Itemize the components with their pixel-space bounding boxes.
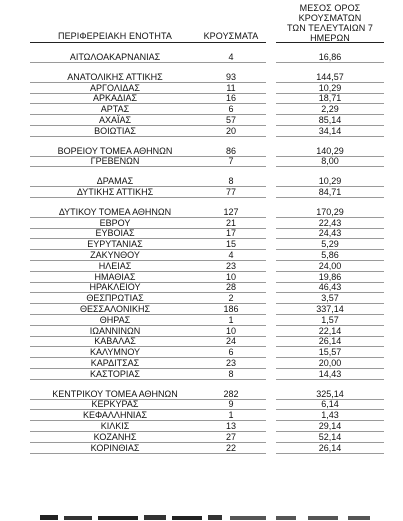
cases-cell: 15: [225, 239, 236, 250]
regional-unit-cell: ΚΙΛΚΙΣ: [100, 421, 130, 431]
seven-day-average-cell: 15,57: [318, 347, 342, 358]
regional-unit-cell: ΗΛΕΙΑΣ: [98, 260, 132, 271]
row-divider: [196, 136, 266, 137]
table-row: [0, 93, 403, 103]
regional-unit-cell: ΒΟΡΕΙΟΥ ΤΟΜΕΑ ΑΘΗΝΩΝ: [57, 145, 173, 156]
seven-day-average-cell: 46,43: [318, 282, 342, 293]
seven-day-average-cell: 14,43: [318, 368, 342, 379]
regional-unit-cell: ΗΜΑΘΙΑΣ: [94, 271, 136, 282]
row-divider: [30, 197, 200, 198]
table-row: [0, 272, 403, 282]
regional-unit-cell: ΚΕΝΤΡΙΚΟΥ ΤΟΜΕΑ ΑΘΗΝΩΝ: [52, 388, 178, 399]
regional-unit-cell: ΚΑΣΤΟΡΙΑΣ: [90, 368, 140, 379]
table-row: [0, 347, 403, 357]
table-row: [0, 115, 403, 125]
cases-cell: 93: [225, 71, 236, 82]
cases-cell: 23: [225, 358, 236, 368]
seven-day-average-cell: 26,14: [318, 442, 342, 453]
cases-cell: 28: [225, 282, 236, 293]
table-row: [0, 83, 403, 93]
cases-cell: 8: [228, 176, 234, 187]
cases-cell: 6: [228, 347, 234, 358]
cases-cell: 16: [225, 93, 236, 104]
cases-cell: 4: [228, 250, 234, 260]
regional-unit-cell: ΓΡΕΒΕΝΩΝ: [90, 156, 140, 167]
regional-unit-cell: ΕΥΡΥΤΑΝΙΑΣ: [87, 239, 143, 250]
regional-unit-cell: ΚΕΦΑΛΛΗΝΙΑΣ: [82, 410, 148, 421]
seven-day-average-cell: 3,57: [321, 293, 339, 304]
row-divider: [196, 379, 266, 380]
table-row: [0, 218, 403, 228]
regional-unit-cell: ΔΥΤΙΚΗΣ ΑΤΤΙΚΗΣ: [76, 187, 154, 197]
row-divider: [196, 197, 266, 198]
table-row: [0, 358, 403, 368]
table-row: [0, 156, 403, 166]
table-row: [0, 443, 403, 453]
cases-cell: 77: [225, 187, 236, 197]
row-divider: [196, 166, 266, 167]
seven-day-average-cell: 22,43: [318, 217, 342, 228]
seven-day-average-cell: 24,00: [318, 260, 342, 271]
table-row: [0, 207, 403, 217]
seven-day-average-cell: 85,14: [318, 115, 342, 125]
cases-cell: 4: [228, 52, 234, 62]
cases-cell: 11: [226, 82, 236, 93]
cases-cell: 1: [228, 314, 234, 325]
seven-day-average-cell: 5,29: [321, 239, 339, 250]
cases-cell: 27: [225, 431, 236, 442]
seven-day-average-cell: 8,00: [321, 156, 339, 167]
seven-day-average-cell: 26,14: [318, 336, 342, 347]
seven-day-average-cell: 20,00: [318, 358, 342, 368]
seven-day-average-cell: 140,29: [316, 145, 344, 156]
table-row: [0, 261, 403, 271]
table-row: [0, 228, 403, 238]
seven-day-average-cell: 337,14: [316, 304, 344, 314]
table-row: [0, 282, 403, 292]
table-row: [0, 399, 403, 409]
seven-day-average-cell: 1,57: [321, 314, 339, 325]
cases-cell: 22: [225, 442, 236, 453]
seven-day-average-cell: 16,86: [318, 52, 342, 62]
row-divider: [196, 62, 266, 63]
row-divider: [276, 379, 384, 380]
regional-unit-cell: ΙΩΑΝΝΙΝΩΝ: [89, 325, 141, 336]
cases-cell: 24: [225, 336, 236, 347]
seven-day-average-cell: 325,14: [316, 388, 344, 399]
regional-unit-cell: ΕΒΡΟΥ: [99, 217, 131, 228]
regional-unit-cell: ΑΝΑΤΟΛΙΚΗΣ ΑΤΤΙΚΗΣ: [67, 71, 163, 82]
seven-day-average-cell: 19,86: [318, 271, 342, 282]
regional-unit-cell: ΚΑΛΥΜΝΟΥ: [89, 347, 141, 358]
regional-unit-cell: ΒΟΙΩΤΙΑΣ: [94, 125, 136, 136]
cases-cell: 186: [223, 304, 239, 314]
row-divider: [276, 136, 384, 137]
cases-cell: 7: [228, 156, 234, 167]
cases-cell: 13: [225, 421, 236, 431]
regional-unit-cell: ΘΗΡΑΣ: [99, 314, 131, 325]
table-row: [0, 126, 403, 136]
table-row: [0, 104, 403, 114]
regional-unit-cell: ΚΑΡΔΙΤΣΑΣ: [90, 358, 140, 368]
table-row: [0, 293, 403, 303]
regional-unit-cell: ΚΕΡΚΥΡΑΣ: [91, 399, 139, 410]
seven-day-average-cell: 10,29: [318, 82, 342, 93]
cases-cell: 17: [225, 228, 236, 239]
row-divider: [276, 166, 384, 167]
cases-cell: 9: [228, 399, 234, 410]
regional-unit-cell: ΑΡΚΑΔΙΑΣ: [92, 93, 138, 104]
cases-cell: 23: [225, 260, 236, 271]
seven-day-average-cell: 29,14: [318, 421, 342, 431]
regional-unit-cell: ΘΕΣΣΑΛΟΝΙΚΗΣ: [79, 304, 151, 314]
table-row: [0, 410, 403, 420]
table-row: [0, 421, 403, 431]
table-row: [0, 304, 403, 314]
row-divider: [30, 166, 200, 167]
seven-day-average-cell: 52,14: [318, 431, 342, 442]
table-row: [0, 176, 403, 186]
regional-unit-cell: ΘΕΣΠΡΩΤΙΑΣ: [86, 293, 144, 304]
table-row: [0, 146, 403, 156]
table-row: [0, 432, 403, 442]
regional-unit-cell: ΑΡΓΟΛΙΔΑΣ: [90, 82, 140, 93]
cases-cell: 10: [225, 325, 236, 336]
table-row: [0, 315, 403, 325]
table-row: [0, 52, 403, 62]
regional-unit-cell: ΔΡΑΜΑΣ: [96, 176, 134, 187]
regional-unit-cell: ΔΥΤΙΚΟΥ ΤΟΜΕΑ ΑΘΗΝΩΝ: [58, 206, 172, 217]
row-divider: [30, 62, 200, 63]
regional-unit-cell: ΚΟΡΙΝΘΙΑΣ: [90, 442, 140, 453]
row-divider: [276, 197, 384, 198]
column-header-average-line-1: ΜΕΣΟΣ ΟΡΟΣ ΚΡΟΥΣΜΑΤΩΝ: [298, 3, 362, 23]
column-header-average-line-2: ΤΩΝ ΤΕΛΕΥΤΑΙΩΝ 7: [286, 23, 374, 33]
regional-unit-cell: ΑΙΤΩΛΟΑΚΑΡΝΑΝΙΑΣ: [69, 52, 161, 62]
table-row: [0, 239, 403, 249]
row-divider: [30, 453, 200, 454]
seven-day-average-cell: 2,29: [321, 104, 339, 115]
table-row: [0, 187, 403, 197]
table-row: [0, 389, 403, 399]
regional-unit-cell: ΑΧΑΪΑΣ: [98, 115, 132, 125]
column-header-cases: ΚΡΟΥΣΜΑΤΑ: [203, 31, 259, 41]
cases-cell: 127: [223, 206, 239, 217]
seven-day-average-cell: 24,43: [318, 228, 342, 239]
regional-unit-cell: ΚΑΒΑΛΑΣ: [94, 336, 136, 347]
table-row: [0, 326, 403, 336]
cases-cell: 10: [225, 271, 236, 282]
cases-cell: 86: [225, 145, 236, 156]
seven-day-average-cell: 144,57: [316, 71, 344, 82]
cases-cell: 282: [223, 388, 239, 399]
cases-cell: 21: [225, 217, 236, 228]
row-divider: [30, 379, 200, 380]
cases-cell: 8: [228, 368, 234, 379]
row-divider: [30, 136, 200, 137]
table-row: [0, 369, 403, 379]
seven-day-average-cell: 22,14: [318, 325, 342, 336]
cases-cell: 6: [228, 104, 234, 115]
table-row: [0, 250, 403, 260]
regional-unit-cell: ΖΑΚΥΝΘΟΥ: [90, 250, 140, 260]
seven-day-average-cell: 6,14: [321, 399, 339, 410]
cases-cell: 57: [225, 115, 236, 125]
cases-cell: 1: [228, 410, 234, 421]
column-header-regional-unit: ΠΕΡΙΦΕΡΕΙΑΚΗ ΕΝΟΤΗΤΑ: [57, 31, 173, 41]
table-row: [0, 336, 403, 346]
row-divider: [196, 453, 266, 454]
seven-day-average-cell: 18,71: [318, 93, 342, 104]
column-header-average-line-3: ΗΜΕΡΩΝ: [310, 33, 350, 43]
regional-unit-cell: ΑΡΤΑΣ: [100, 104, 130, 115]
seven-day-average-cell: 5,86: [321, 250, 339, 260]
seven-day-average-cell: 34,14: [318, 125, 342, 136]
regional-unit-cell: ΚΟΖΑΝΗΣ: [93, 431, 137, 442]
regional-unit-cell: ΗΡΑΚΛΕΙΟΥ: [89, 282, 141, 293]
cut-off-footer-text: [30, 513, 390, 521]
cases-cell: 20: [225, 125, 236, 136]
seven-day-average-cell: 84,71: [318, 187, 342, 197]
table-row: [0, 72, 403, 82]
regional-unit-cell: ΕΥΒΟΙΑΣ: [95, 228, 135, 239]
cases-cell: 2: [228, 293, 234, 304]
seven-day-average-cell: 10,29: [318, 176, 342, 187]
seven-day-average-cell: 1,43: [321, 410, 339, 421]
row-divider: [276, 62, 384, 63]
seven-day-average-cell: 170,29: [316, 206, 344, 217]
row-divider: [276, 453, 384, 454]
